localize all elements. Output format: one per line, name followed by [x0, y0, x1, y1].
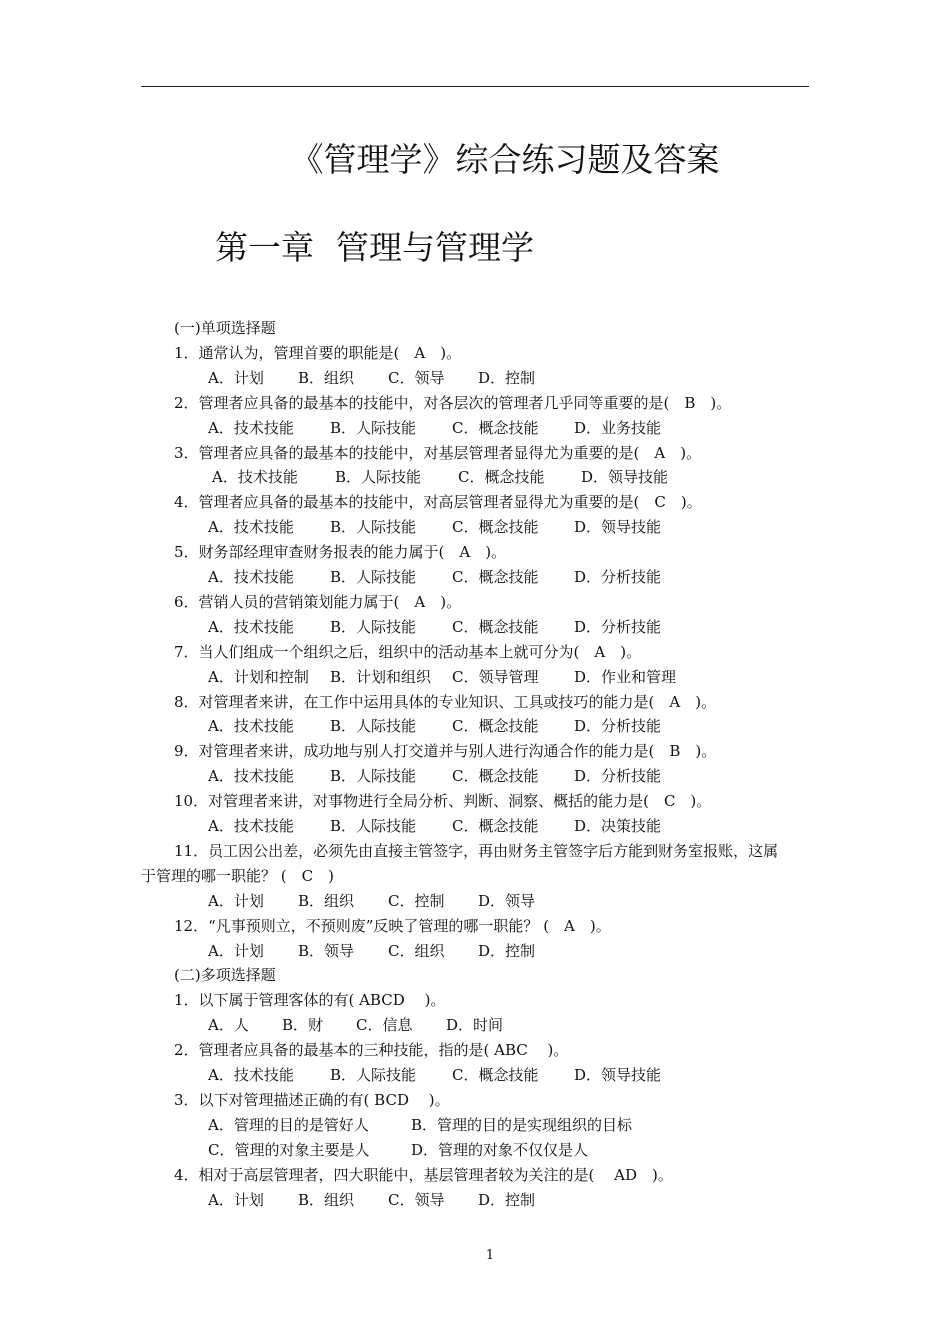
chapter-number: 第一章: [215, 228, 314, 267]
question-item: 7．当人们组成一个组织之后，组织中的活动基本上就可分为( A )。: [174, 642, 642, 661]
option-b: B．人际技能: [335, 468, 422, 487]
option-b: B．人际技能: [330, 518, 417, 537]
option-c: C．管理的对象主要是人: [208, 1140, 370, 1159]
option-a: A．技术技能: [208, 1066, 294, 1084]
option-d: D．作业和管理: [574, 667, 677, 686]
question-item: 4．管理者应具备的最基本的技能中，对高层管理者显得尤为重要的是( C )。: [174, 493, 702, 512]
option-a: A．计划: [208, 891, 264, 910]
option-d: D．控制: [478, 368, 536, 387]
option-a: A．人: [208, 1016, 249, 1035]
option-c: C．控制: [388, 891, 445, 910]
option-b: B．人际技能: [330, 817, 417, 835]
option-a: A．技术技能: [208, 568, 294, 586]
question-item: 12．“凡事预则立，不预则废”反映了管理的哪一职能？ ( A )。: [174, 916, 611, 935]
question-item: 1．以下属于管理客体的有( ABCD )。: [174, 991, 446, 1010]
option-c: C．概念技能: [452, 817, 539, 835]
option-d: D．领导技能: [581, 468, 669, 487]
option-c: C．概念技能: [452, 767, 539, 786]
option-b: B．计划和组织: [330, 667, 432, 686]
chapter-heading: [215, 222, 534, 269]
header-rule: [141, 86, 809, 87]
option-b: B．人际技能: [330, 568, 417, 586]
option-d: D．业务技能: [574, 418, 662, 437]
option-a: A．管理的目的是管好人: [208, 1115, 369, 1134]
option-d: D．分析技能: [574, 767, 662, 786]
section-heading: (二)多项选择题: [174, 966, 276, 985]
option-a: A．计划: [208, 941, 264, 960]
option-b: B．人际技能: [330, 418, 417, 437]
option-b: B．组织: [298, 368, 355, 387]
option-c: C．信息: [356, 1016, 413, 1035]
question-item: 9．对管理者来讲，成功地与别人打交道并与别人进行沟通合作的能力是( B )。: [174, 742, 717, 761]
option-c: C．领导管理: [452, 667, 539, 686]
option-d: D．分析技能: [574, 717, 662, 736]
option-a: A．技术技能: [208, 617, 294, 636]
option-d: D．控制: [478, 1190, 536, 1209]
option-b: B．人际技能: [330, 1066, 417, 1084]
option-d: D．分析技能: [574, 568, 662, 586]
option-c: C．概念技能: [458, 468, 545, 487]
option-c: C．概念技能: [452, 418, 539, 437]
question-item: 2．管理者应具备的最基本的三种技能，指的是( ABC )。: [174, 1041, 569, 1060]
question-item: 5．财务部经理审查财务报表的能力属于( A )。: [174, 543, 507, 562]
option-b: B．人际技能: [330, 617, 417, 636]
question-item: 3．管理者应具备的最基本的技能中，对基层管理者显得尤为重要的是( A )。: [174, 443, 702, 462]
option-c: C．概念技能: [452, 717, 539, 736]
question-item: 8．对管理者来讲，在工作中运用具体的专业知识、工具或技巧的能力是( A )。: [174, 692, 717, 711]
option-d: D．分析技能: [574, 617, 662, 636]
question-item: 6．营销人员的营销策划能力属于( A )。: [174, 592, 462, 611]
option-d: D．决策技能: [574, 817, 662, 835]
option-b: B．人际技能: [330, 717, 417, 736]
option-b: B．领导: [298, 941, 355, 960]
option-c: C．概念技能: [452, 617, 539, 636]
option-d: D．时间: [446, 1016, 504, 1035]
question-item: 2．管理者应具备的最基本的技能中，对各层次的管理者几乎同等重要的是( B )。: [174, 393, 732, 412]
option-c: C．领导: [388, 1190, 445, 1209]
option-a: A．技术技能: [208, 418, 294, 437]
option-c: C．概念技能: [452, 518, 539, 537]
option-c: C．组织: [388, 941, 445, 960]
option-a: A．计划: [208, 1190, 264, 1209]
option-c: C．概念技能: [452, 568, 539, 586]
question-item: 3．以下对管理描述正确的有( BCD )。: [174, 1090, 450, 1109]
option-b: B．财: [282, 1016, 324, 1035]
option-b: B．组织: [298, 891, 355, 910]
option-c: C．领导: [388, 368, 445, 387]
question-item: 1．通常认为，管理首要的职能是( A )。: [174, 343, 462, 362]
option-b: B．人际技能: [330, 767, 417, 786]
option-a: A．技术技能: [208, 717, 294, 736]
option-d: D．控制: [478, 941, 536, 960]
option-b: B．组织: [298, 1190, 355, 1209]
question-item: 10．对管理者来讲，对事物进行全局分析、判断、洞察、概括的能力是( C )。: [174, 792, 712, 811]
option-c: C．概念技能: [452, 1066, 539, 1084]
option-b: B．管理的目的是实现组织的目标: [411, 1115, 633, 1134]
option-d: D．管理的对象不仅仅是人: [411, 1140, 589, 1159]
option-a: A．计划和控制: [208, 667, 309, 686]
document-title: 《管理学》综合练习题及答案: [290, 140, 720, 179]
question-continuation: 于管理的哪一职能？ ( C ): [141, 866, 334, 885]
option-d: D．领导: [478, 891, 536, 910]
section-heading: (一)单项选择题: [174, 319, 276, 337]
chapter-name: 管理与管理学: [336, 228, 534, 267]
option-d: D．领导技能: [574, 518, 662, 537]
option-a: A．技术技能: [208, 767, 294, 786]
option-a: A．计划: [208, 368, 264, 387]
question-item: 4．相对于高层管理者，四大职能中，基层管理者较为关注的是( AD )。: [174, 1165, 673, 1184]
option-a: A．技术技能: [208, 518, 294, 537]
page-number: 1: [485, 1248, 495, 1263]
option-a: A．技术技能: [212, 468, 298, 487]
option-a: A．技术技能: [208, 817, 294, 835]
question-item: 11．员工因公出差，必须先由直接主管签字，再由财务主管签字后方能到财务室报账，这属: [174, 841, 779, 860]
option-d: D．领导技能: [574, 1066, 662, 1084]
